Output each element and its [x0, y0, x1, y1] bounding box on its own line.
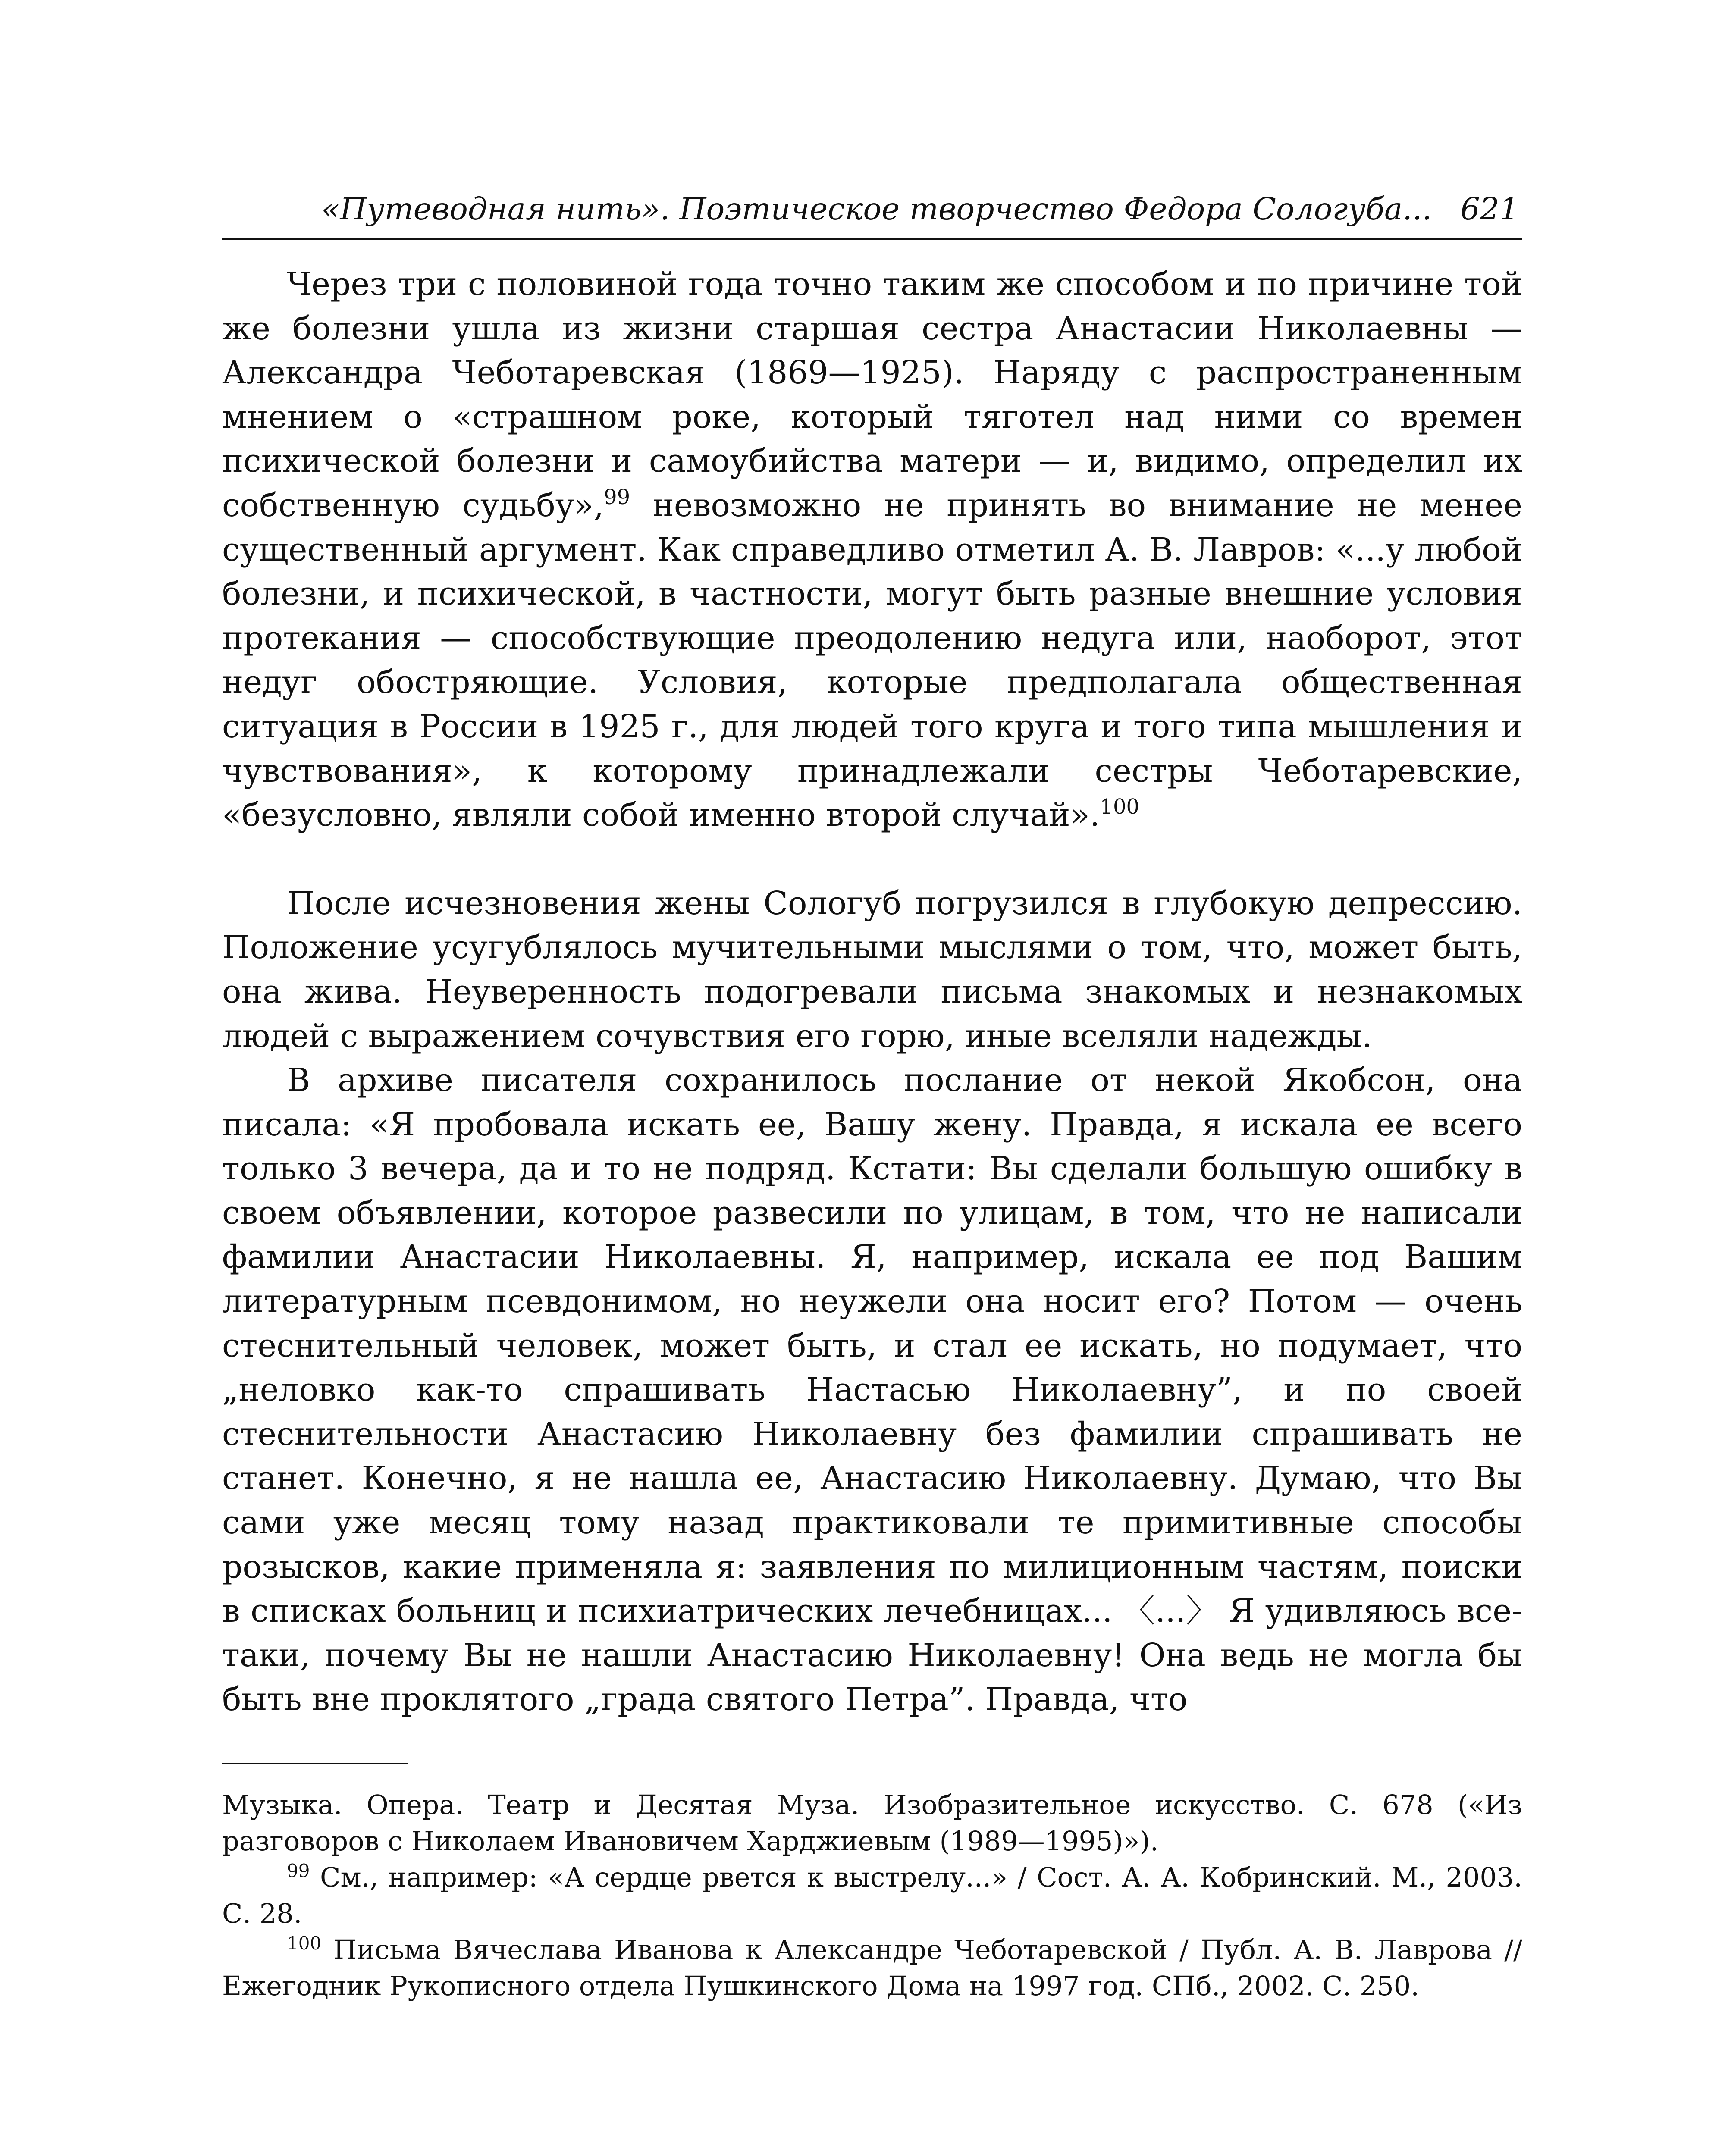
running-head-title: «Путеводная нить». Поэтическое творчество Федора Сологуба... [321, 191, 1432, 227]
footnote-ref-99: 99 [604, 485, 630, 509]
footnote-99 [222, 1859, 1522, 1932]
paragraph-1-part-1: Через три с половиной года точно таким же способом и по причине той же болезни ушла из жизни старшая сестра Анастасии Николаевны — Александра Чеботаревская (1869—1925). Наряду с распространенным мнением о «страшном роке, который тяготел над ними со времен психической болезни и самоубийства матери — и, видимо, определил их собственную судьбу», [222, 266, 1522, 524]
page-number: 621 [1460, 191, 1519, 227]
paragraph-1-part-2: невозможно не принять во внимание не менее существенный аргумент. Как справедливо отметил А. В. Лавров: «...у любой болезни, и психической, в частности, могут быть разные внешние условия протекания — способствующие преодолению недуга или, наоборот, этот недуг обостряющие. Условия, которые предполагала общественная ситуация в России в 1925 г., для людей того круга и того типа мышления и чувствования», к которому принадлежали сестры Чеботаревские, «безусловно, являли собой именно второй случай». [222, 486, 1522, 834]
paragraph-3: В архиве писателя сохранилось послание от некой Якобсон, она писала: «Я пробовала искать ее, Вашу жену. Правда, я искала ее всего только 3 вечера, да и то не подряд. Кстати: Вы сделали большую ошибку в своем объявлении, которое развесили по улицам, в том, что не написали фамилии Анастасии Николаевны. Я, например, искала ее под Вашим литературным псевдонимом, но неужели она носит его? Потом — очень стеснительный человек, может быть, и стал ее искать, но подумает, что „неловко как-то спрашивать Настасью Николаевну”, и по своей стеснительности Анастасию Николаевну без фамилии спрашивать не станет. Конечно, я не нашла ее, Анастасию Николаевну. Думаю, что Вы сами уже месяц тому назад практиковали те примитивные способы розысков, какие применяла я: заявления по милиционным частям, поиски в списках больниц и психиатрических лечебницах... 〈...〉 Я удивляюсь все-таки, почему Вы не нашли Анастасию Николаевну! Она ведь не могла бы быть вне проклятого „града святого Петра”. Правда, что [222, 1062, 1522, 1718]
book-page [222, 185, 1522, 2004]
footnote-continued: Музыка. Опера. Театр и Десятая Муза. Изобразительное искусство. С. 678 («Из разговоров с Николаем Ивановичем Харджиевым (1989—1995)»). [222, 1789, 1522, 1857]
footnote-100 [222, 1932, 1522, 2004]
main-text [222, 262, 1522, 1722]
footnote-ref-100: 100 [1100, 795, 1140, 819]
footnote-100-text: Письма Вячеслава Иванова к Александре Чеботаревской / Публ. А. В. Лаврова // Ежегодник Рукописного отдела Пушкинского Дома на 1997 год. СПб., 2002. С. 250. [222, 1934, 1522, 2002]
footnote-100-number: 100 [287, 1933, 322, 1954]
footnote-rule [222, 1763, 408, 1764]
running-head [222, 185, 1522, 233]
paragraph-2: После исчезновения жены Сологуб погрузился в глубокую депрессию. Положение усугублялось мучительными мыслями о том, что, может быть, она жива. Неуверенность подогревали письма знакомых и незнакомых людей с выражением сочувствия его горю, иные вселяли надежды. [222, 884, 1522, 1055]
paragraph-1 [222, 262, 1522, 837]
footnote-99-text: См., например: «А сердце рвется к выстрелу...» / Сост. А. А. Кобринский. М., 2003. С. 28. [222, 1861, 1522, 1929]
header-rule [222, 238, 1522, 240]
footnote-99-number: 99 [287, 1860, 310, 1881]
footnotes [222, 1787, 1522, 2004]
